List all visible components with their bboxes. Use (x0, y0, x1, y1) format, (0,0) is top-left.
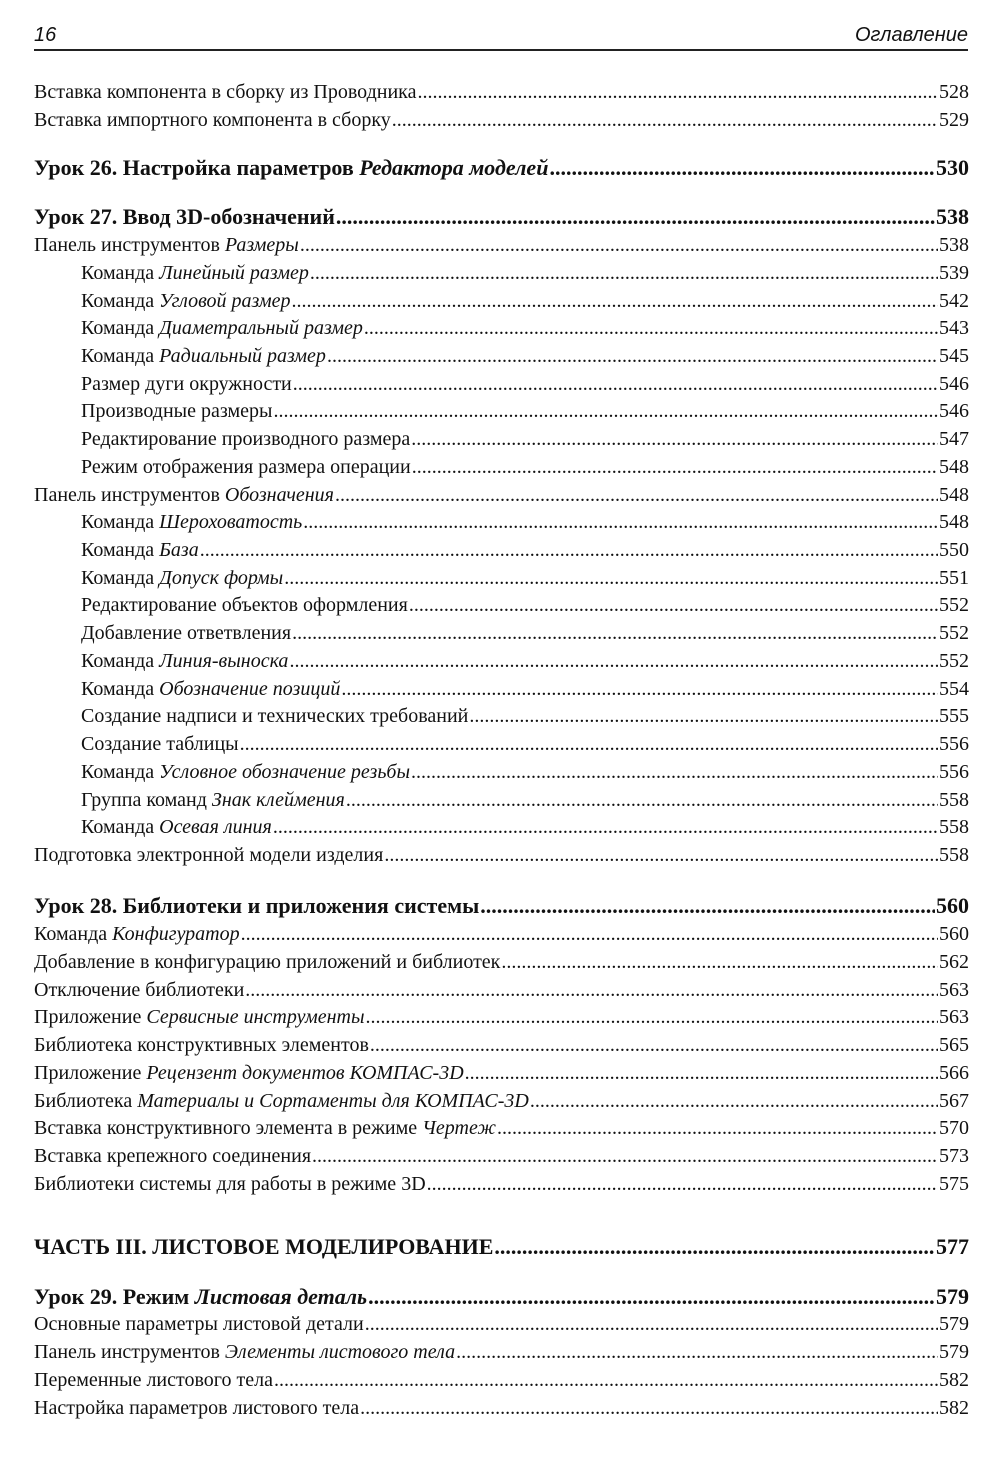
dot-leader (469, 702, 938, 730)
toc-entry-text: Команда (81, 567, 160, 589)
toc-entry-title (81, 314, 363, 342)
toc-entry (34, 813, 969, 841)
toc-entry-page: 552 (939, 622, 969, 644)
toc-entry-text: Настройка параметров листового тела (34, 1397, 360, 1419)
toc-entry-page: 579 (939, 1313, 969, 1335)
toc-entry-title (34, 1366, 273, 1394)
toc-entry-italic-text: Линейный размер (159, 262, 309, 284)
toc-entry-title (34, 1003, 365, 1031)
toc-entry (34, 370, 969, 398)
toc-entry-page: 539 (939, 262, 969, 284)
dot-leader (241, 920, 938, 948)
toc-entry-page: 542 (939, 290, 969, 312)
toc-entry (34, 397, 969, 425)
toc-entry-page: 528 (939, 81, 969, 103)
toc-entry-page: 550 (939, 539, 969, 561)
toc-entry (34, 675, 969, 703)
dot-leader (364, 314, 938, 342)
dot-leader (312, 1142, 938, 1170)
toc-entry-page: 560 (936, 893, 969, 918)
dot-leader (370, 1031, 938, 1059)
toc-entry-page: 545 (939, 345, 969, 367)
toc-entry-page: 556 (939, 733, 969, 755)
toc-entry-text: Вставка крепежного соединения (34, 1145, 312, 1167)
toc-entry (34, 1142, 969, 1170)
toc-entry (34, 619, 969, 647)
toc-entry-page: 538 (939, 234, 969, 256)
toc-entry (34, 508, 969, 536)
dot-leader (284, 564, 938, 592)
toc-entry-text: Производные размеры (81, 400, 273, 422)
dot-leader (497, 1114, 938, 1142)
toc-entry-text: Панель инструментов (34, 484, 225, 506)
toc-entry-title (34, 481, 334, 509)
toc-entry-text: Команда (81, 262, 160, 284)
toc-entry-title (34, 78, 416, 106)
toc-entry-italic-text: Знак клеймения (211, 789, 345, 811)
toc-entry (34, 106, 969, 134)
dot-leader (368, 1282, 935, 1312)
toc-entry-italic-text: Рецензент документов КОМПАС-3D (146, 1062, 464, 1084)
toc-entry (34, 758, 969, 786)
toc-entry (34, 702, 969, 730)
toc-entry-page: 530 (936, 155, 969, 180)
toc-entry (34, 314, 969, 342)
dot-leader (530, 1087, 938, 1115)
toc-entry-page: 558 (939, 816, 969, 838)
dot-leader (273, 813, 938, 841)
dot-leader (549, 153, 935, 183)
toc-entry-italic-text: Осевая линия (159, 816, 272, 838)
toc-entry-italic-text: Чертеж (422, 1117, 496, 1139)
toc-entry-page: 558 (939, 789, 969, 811)
toc-entry-text: Подготовка электронной модели изделия (34, 844, 384, 866)
toc-entry-page: 546 (939, 373, 969, 395)
dot-leader (273, 397, 938, 425)
toc-entry-italic-text: Материалы и Сортаменты для КОМПАС-3D (137, 1090, 529, 1112)
toc-entry (34, 786, 969, 814)
dot-leader (335, 481, 938, 509)
toc-entry-text: Вставка компонента в сборку из Проводника (34, 81, 417, 103)
toc-entry (34, 1232, 969, 1262)
dot-leader (365, 1310, 938, 1338)
toc-entry-title (81, 370, 292, 398)
toc-entry (34, 841, 969, 869)
dot-leader (346, 786, 938, 814)
toc-entry-page: 582 (939, 1397, 969, 1419)
toc-entry (34, 453, 969, 481)
dot-leader (494, 1232, 935, 1262)
toc-entry-page: 552 (939, 650, 969, 672)
toc-entry-title (34, 1114, 496, 1142)
toc-entry-page: 565 (939, 1034, 969, 1056)
toc-entry-italic-text: Обозначения (224, 484, 334, 506)
running-header (34, 22, 968, 51)
toc-entry-title (34, 202, 335, 232)
toc-entry (34, 891, 969, 921)
toc-entry-text: Приложение (34, 1062, 147, 1084)
toc-entry-title (81, 259, 309, 287)
toc-entry-text: Вставка конструктивного элемента в режиме (34, 1117, 423, 1139)
toc-entry-text: Команда (81, 317, 160, 339)
toc-entry (34, 976, 969, 1004)
toc-entry (34, 425, 969, 453)
toc-entry-page: 563 (939, 979, 969, 1001)
dot-leader (360, 1394, 938, 1422)
toc-entry-title (34, 1338, 455, 1366)
toc-entry-page: 548 (939, 456, 969, 478)
toc-entry-italic-text: Шероховатость (159, 511, 303, 533)
toc-entry-title (81, 564, 283, 592)
toc-entry-text: Библиотеки системы для работы в режиме 3D (34, 1173, 426, 1195)
toc-entry-page: 548 (939, 484, 969, 506)
toc-entry-page: 575 (939, 1173, 969, 1195)
toc-entry-italic-text: Диаметральный размер (159, 317, 363, 339)
toc-entry (34, 481, 969, 509)
toc-entry-text: Урок 29. Режим (34, 1284, 195, 1309)
toc-entry-text: Команда (81, 650, 160, 672)
dot-leader (303, 508, 938, 536)
toc-entry (34, 730, 969, 758)
toc-entry (34, 1003, 969, 1031)
toc-entry-title (34, 1282, 367, 1312)
toc-entry (34, 1338, 969, 1366)
dot-leader (384, 841, 938, 869)
toc-entry-title (34, 1232, 493, 1262)
toc-entry-italic-text: Элементы листового тела (224, 1341, 456, 1363)
dot-leader (480, 891, 935, 921)
toc-entry-text: Создание таблицы (81, 733, 239, 755)
toc-entry-page: 558 (939, 844, 969, 866)
toc-entry (34, 1394, 969, 1422)
toc-entry-text: Команда (34, 923, 113, 945)
toc-entry-italic-text: Допуск формы (159, 567, 284, 589)
dot-leader (292, 619, 938, 647)
toc-entry-text: Урок 27. Ввод 3D-обозначений (34, 204, 335, 229)
toc-entry-title (34, 1170, 426, 1198)
toc-entry-text: Вставка импортного компонента в сборку (34, 109, 391, 131)
toc-entry-page: 563 (939, 1006, 969, 1028)
toc-entry-page: 538 (936, 204, 969, 229)
dot-leader (501, 948, 938, 976)
toc-entry-italic-text: Радиальный размер (159, 345, 326, 367)
toc-entry-text: Команда (81, 290, 160, 312)
toc-entry (34, 591, 969, 619)
toc-entry-text: Панель инструментов (34, 1341, 225, 1363)
toc-entry-page: 579 (939, 1341, 969, 1363)
toc-entry-text: Команда (81, 539, 160, 561)
toc-entry-page: 577 (936, 1234, 969, 1259)
toc-entry-page: 560 (939, 923, 969, 945)
toc-entry-title (81, 425, 410, 453)
dot-leader (427, 1170, 938, 1198)
dot-leader (245, 976, 938, 1004)
toc-entry-title (81, 730, 239, 758)
toc-entry-italic-text: Редактора моделей (359, 155, 549, 180)
toc-entry-text: Отключение библиотеки (34, 979, 245, 1001)
toc-entry-title (34, 106, 391, 134)
toc-entry (34, 287, 969, 315)
dot-leader (341, 675, 938, 703)
toc-entry-text: Библиотека конструктивных элементов (34, 1034, 369, 1056)
toc-entry-text: Команда (81, 761, 160, 783)
toc-entry (34, 342, 969, 370)
toc-entry (34, 259, 969, 287)
dot-leader (300, 231, 938, 259)
toc-entry (34, 1087, 969, 1115)
dot-leader (465, 1059, 938, 1087)
toc-entry-text: Размер дуги окружности (81, 373, 292, 395)
toc-entry-text: Группа команд (81, 789, 212, 811)
toc-entry-title (81, 536, 199, 564)
toc-entry-italic-text: Листовая деталь (194, 1284, 368, 1309)
toc-entry-title (34, 1142, 311, 1170)
toc-entry-title (34, 1087, 529, 1115)
toc-entry (34, 536, 969, 564)
toc-entry-title (81, 508, 302, 536)
toc-entry-title (81, 342, 326, 370)
toc-entry-italic-text: Угловой размер (159, 290, 291, 312)
dot-leader (392, 106, 938, 134)
toc-entry-title (34, 920, 240, 948)
toc-entry-title (81, 758, 410, 786)
dot-leader (293, 370, 938, 398)
toc-entry (34, 1031, 969, 1059)
toc-entry (34, 231, 969, 259)
dot-leader (411, 425, 938, 453)
dot-leader (336, 202, 935, 232)
toc-entry-page: 567 (939, 1090, 969, 1112)
dot-leader (417, 78, 938, 106)
dot-leader (289, 647, 938, 675)
toc-entry-title (81, 287, 290, 315)
dot-leader (412, 453, 938, 481)
toc-entry-title (34, 1059, 464, 1087)
toc-entry-title (34, 976, 244, 1004)
dot-leader (411, 758, 938, 786)
toc-entry (34, 202, 969, 232)
toc-entry-page: 548 (939, 511, 969, 533)
toc-entry-page: 546 (939, 400, 969, 422)
toc-entry-text: Команда (81, 816, 160, 838)
toc-entry-title (81, 453, 411, 481)
toc-entry-italic-text: База (159, 539, 199, 561)
toc-entry-text: Приложение (34, 1006, 147, 1028)
dot-leader (291, 287, 938, 315)
toc-entry-text: Создание надписи и технических требований (81, 705, 469, 727)
toc-entry-page: 573 (939, 1145, 969, 1167)
toc-entry (34, 1282, 969, 1312)
toc-entry (34, 920, 969, 948)
toc-entry-page: 566 (939, 1062, 969, 1084)
toc-entry (34, 1059, 969, 1087)
toc-entry (34, 78, 969, 106)
toc-entry-title (81, 397, 272, 425)
toc-entry (34, 647, 969, 675)
toc-entry-text: Команда (81, 511, 160, 533)
toc-entry-text: Урок 26. Настройка параметров (34, 155, 360, 180)
toc-entry-title (81, 813, 272, 841)
toc-entry-title (34, 231, 299, 259)
toc-entry-text: Библиотека (34, 1090, 138, 1112)
toc-entry (34, 1114, 969, 1142)
toc-entry (34, 153, 969, 183)
running-title: Оглавление (854, 24, 968, 46)
toc-entry-italic-text: Обозначение позиций (159, 678, 341, 700)
toc-entry-title (81, 591, 408, 619)
toc-entry (34, 1366, 969, 1394)
toc-entry-text: Переменные листового тела (34, 1369, 273, 1391)
toc-entry-page: 562 (939, 951, 969, 973)
toc-entry-text: Режим отображения размера операции (81, 456, 411, 478)
toc-entry-title (81, 786, 345, 814)
toc-entry-italic-text: Размеры (224, 234, 299, 256)
toc-entry (34, 1170, 969, 1198)
page-number: 16 (34, 24, 57, 46)
toc-entry (34, 564, 969, 592)
toc-entry-page: 570 (939, 1117, 969, 1139)
toc-entry-page: 554 (939, 678, 969, 700)
toc-entry-title (81, 702, 468, 730)
toc-entry-italic-text: Сервисные инструменты (146, 1006, 365, 1028)
toc-entry-page: 543 (939, 317, 969, 339)
toc-entry-page: 582 (939, 1369, 969, 1391)
toc-entry (34, 1310, 969, 1338)
toc-entry-italic-text: Линия-выноска (159, 650, 289, 672)
toc-entry-text: Урок 28. Библиотеки и приложения системы (34, 893, 480, 918)
toc-entry-text: Добавление ответвления (81, 622, 292, 644)
dot-leader (310, 259, 938, 287)
toc-entry-text: Основные параметры листовой детали (34, 1313, 364, 1335)
toc-entry-page: 579 (936, 1284, 969, 1309)
dot-leader (456, 1338, 938, 1366)
toc-entry-title (34, 1394, 359, 1422)
toc-entry-title (34, 891, 479, 921)
toc-entry-text: Панель инструментов (34, 234, 225, 256)
toc-entry-title (81, 619, 291, 647)
toc-entry-title (34, 948, 500, 976)
toc-entry-page: 529 (939, 109, 969, 131)
toc-entry-text: Команда (81, 678, 160, 700)
toc-entry-text: ЧАСТЬ III. ЛИСТОВОЕ МОДЕЛИРОВАНИЕ (34, 1234, 494, 1259)
toc-entry-page: 555 (939, 705, 969, 727)
dot-leader (200, 536, 938, 564)
toc-entry-text: Редактирование производного размера (81, 428, 411, 450)
toc-entry-italic-text: Условное обозначение резьбы (159, 761, 411, 783)
toc-entry-page: 547 (939, 428, 969, 450)
toc-entry-title (34, 1310, 364, 1338)
toc-entry-title (81, 647, 288, 675)
dot-leader (409, 591, 938, 619)
toc-entry-page: 551 (939, 567, 969, 589)
toc-entry-title (34, 153, 548, 183)
dot-leader (327, 342, 938, 370)
toc-entry-italic-text: Конфигуратор (112, 923, 240, 945)
toc-entry (34, 948, 969, 976)
toc-entry-page: 552 (939, 594, 969, 616)
toc-entry-title (34, 1031, 369, 1059)
toc-entry-text: Редактирование объектов оформления (81, 594, 408, 616)
toc-entry-text: Добавление в конфигурацию приложений и библиотек (34, 951, 501, 973)
dot-leader (366, 1003, 938, 1031)
dot-leader (274, 1366, 938, 1394)
dot-leader (240, 730, 938, 758)
toc-entry-text: Команда (81, 345, 160, 367)
toc-entry-page: 556 (939, 761, 969, 783)
toc-entry-title (34, 841, 383, 869)
toc-entry-title (81, 675, 340, 703)
